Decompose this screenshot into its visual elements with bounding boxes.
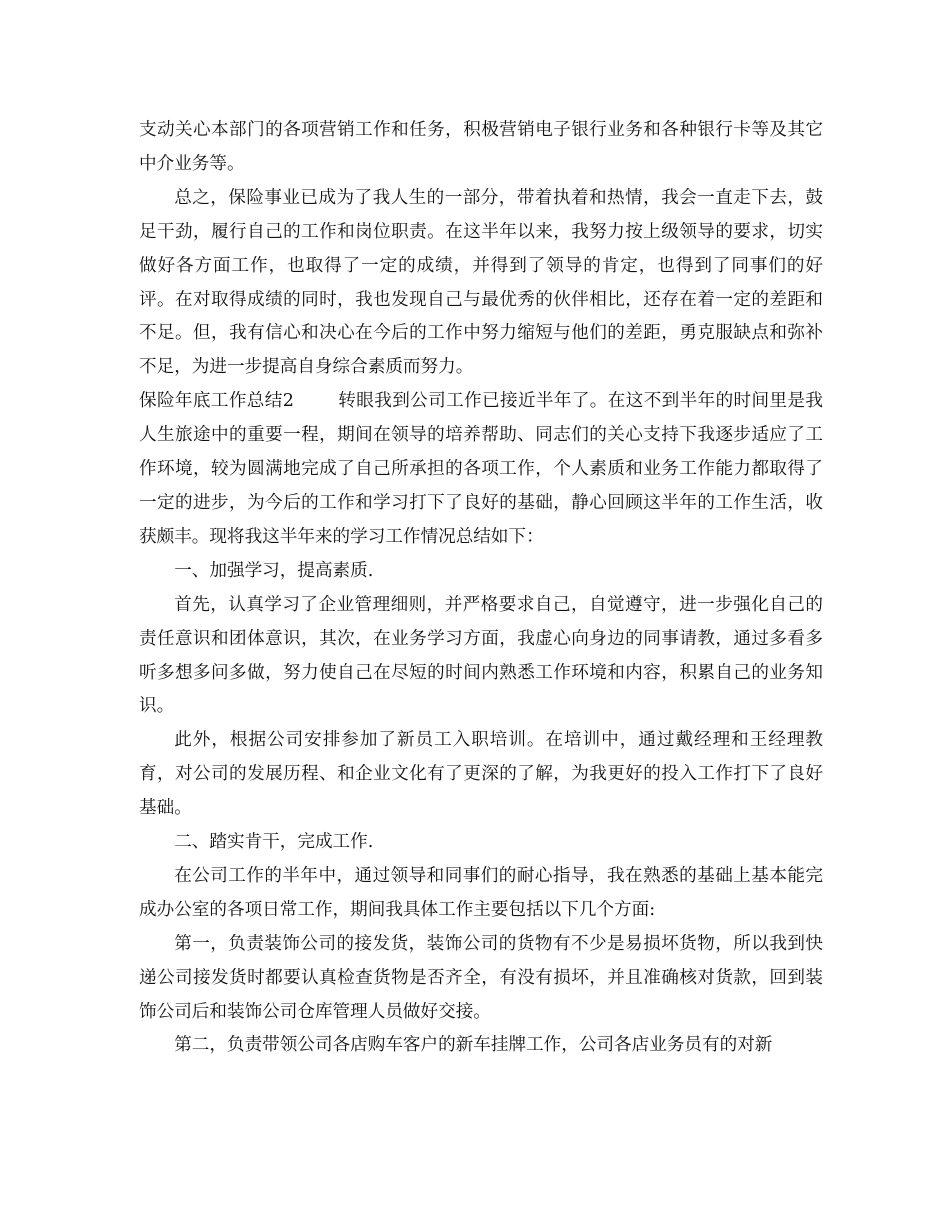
paragraph-3 <box>139 385 823 555</box>
heading-strengthen-learning: 一、加强学习，提高素质. <box>174 560 374 581</box>
paragraph-10: 第二，负责带领公司各店购车客户的新车挂牌工作，公司各店业务员有的对新 <box>174 1035 773 1056</box>
paragraph-6: 此外，根据公司安排参加了新员工入职培训。在培训中，通过戴经理和王经理教育，对公司的发展历程、和企业文化有了更深的了解，为我更好的投入工作打下了良好基础。 <box>139 730 823 819</box>
paragraph-1: 支动关心本部门的各项营销工作和任务，积极营销电子银行业务和各种银行卡等及其它中介业务等。 <box>139 120 823 174</box>
paragraph-3-text: 转眼我到公司工作已接近半年了。在这不到半年的时间里是我人生旅途中的重要一程，期间在领导的培养帮助、同志们的关心支持下我逐步适应了工作环境，较为圆满地完成了自己所承担的各项工作，个人素质和业务工作能力都取得了一定的进步，为今后的工作和学习打下了良好的基础，静心回顾这半年的工作生活，收获颇丰。现将我这半年来的学习工作情况总结如下： <box>139 391 823 547</box>
document-body <box>139 114 823 1063</box>
heading-work-hard: 二、踏实肯干，完成工作. <box>174 832 374 853</box>
section-title: 保险年底工作总结2 <box>139 391 294 412</box>
paragraph-5: 首先，认真学习了企业管理细则，并严格要求自己，自觉遵守，进一步强化自己的责任意识和团体意识，其次，在业务学习方面，我虚心向身边的同事请教，通过多看多听多想多问多做，努力使自己在尽短的时间内熟悉工作环境和内容，积累自己的业务知识。 <box>139 594 823 717</box>
paragraph-2: 总之，保险事业已成为了我人生的一部分，带着执着和热情，我会一直走下去，鼓足干劲，履行自己的工作和岗位职责。在这半年以来，我努力按上级领导的要求，切实做好各方面工作，也取得了一定的成绩，并得到了领导的肯定，也得到了同事们的好评。在对取得成绩的同时，我也发现自己与最优秀的伙伴相比，还存在着一定的差距和不足。但，我有信心和决心在今后的工作中努力缩短与他们的差距，勇克服缺点和弥补不足，为进一步提高自身综合素质而努力。 <box>139 187 823 378</box>
paragraph-9: 第一，负责装饰公司的接发货，装饰公司的货物有不少是易损坏货物，所以我到快递公司接发货时都要认真检查货物是否齐全，有没有损坏，并且准确核对货款，回到装饰公司后和装饰公司仓库管理人员做好交接。 <box>139 933 823 1022</box>
paragraph-8: 在公司工作的半年中，通过领导和同事们的耐心指导，我在熟悉的基础上基本能完成办公室的各项日常工作，期间我具体工作主要包括以下几个方面: <box>139 865 823 920</box>
